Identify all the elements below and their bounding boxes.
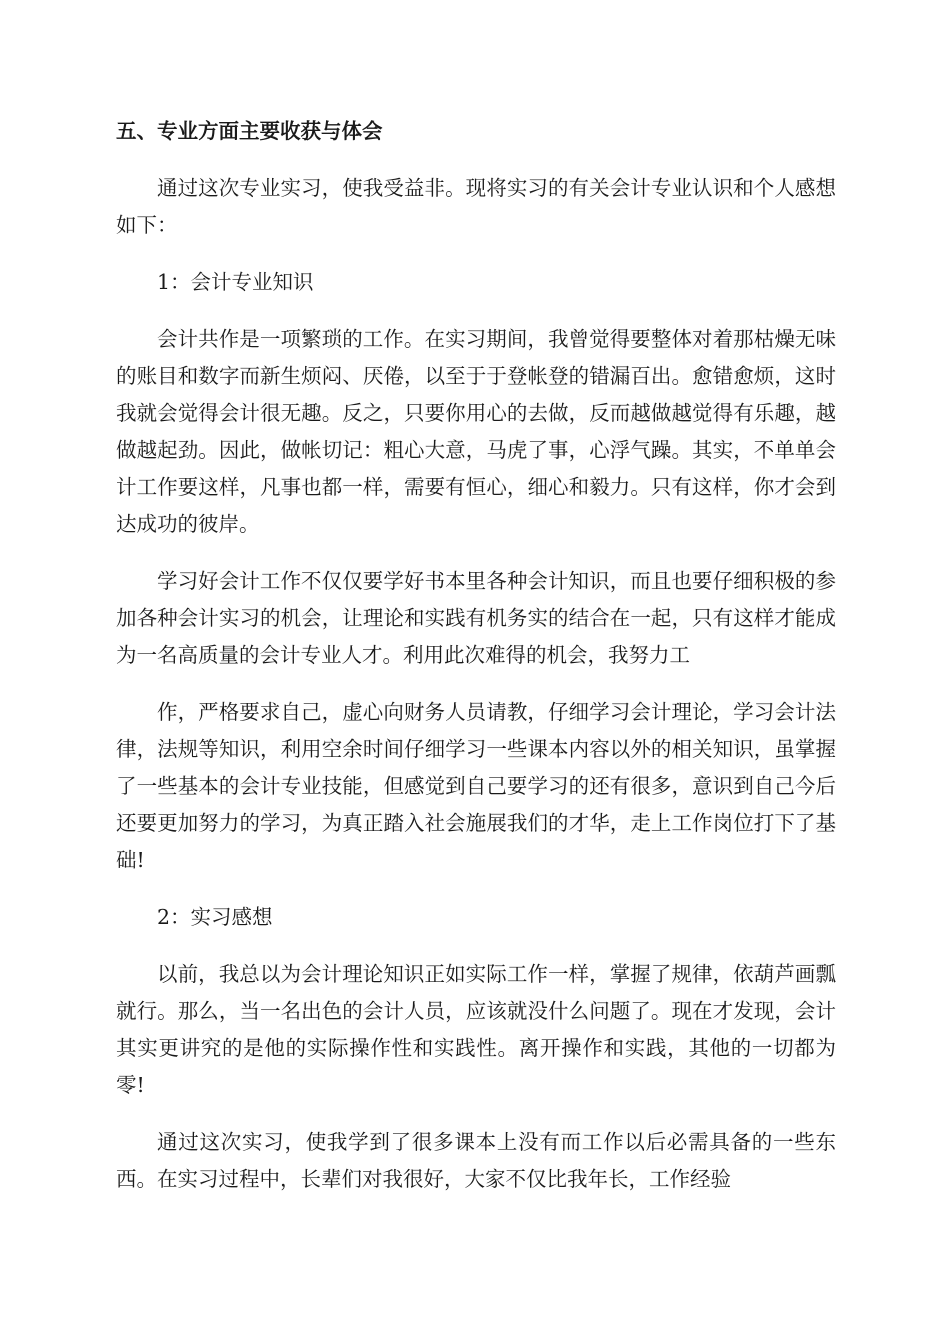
paragraph-theory-vs-practice: 以前，我总以为会计理论知识正如实际工作一样，掌握了规律，依葫芦画瓢就行。那么，当一名出色的会计人员，应该就没什么问题了。现在才发现，会计其实更讲究的是他的实际操作性和实践性。离开操作和实践，其他的一切都为零!: [116, 962, 836, 1097]
paragraph-study-accounting: 学习好会计工作不仅仅要学好书本里各种会计知识，而且也要仔细积极的参加各种会计实习的机会，让理论和实践有机务实的结合在一起，只有这样才能成为一名高质量的会计专业人才。利用此次难得的机会，我努力工: [116, 569, 836, 667]
document-page: [116, 113, 836, 1218]
subheading-internship-thoughts: 2：实习感想: [157, 905, 273, 929]
section-heading: 五、专业方面主要收获与体会: [116, 119, 383, 143]
intro-paragraph: 通过这次专业实习，使我受益非。现将实习的有关会计专业认识和个人感想如下：: [116, 176, 836, 237]
paragraph-accounting-work: 会计共作是一项繁琐的工作。在实习期间，我曾觉得要整体对着那枯燥无味的账目和数字而新生烦闷、厌倦，以至于于登帐登的错漏百出。愈错愈烦，这时我就会觉得会计很无趣。反之，只要你用心的去做，反而越做越觉得有乐趣，越做越起劲。因此，做帐切记：粗心大意，马虎了事，心浮气躁。其实，不单单会计工作要这样，凡事也都一样，需要有恒心，细心和毅力。只有这样，你才会到达成功的彼岸。: [116, 327, 836, 536]
subheading-accounting-knowledge: 1：会计专业知识: [157, 270, 314, 294]
paragraph-internship-gains: 通过这次实习，使我学到了很多课本上没有而工作以后必需具备的一些东西。在实习过程中，长辈们对我很好，大家不仅比我年长，工作经验: [116, 1130, 836, 1191]
paragraph-work-attitude: 作，严格要求自己，虚心向财务人员请教，仔细学习会计理论，学习会计法律，法规等知识，利用空余时间仔细学习一些课本内容以外的相关知识，虽掌握了一些基本的会计专业技能，但感觉到自己要学习的还有很多，意识到自己今后还要更加努力的学习，为真正踏入社会施展我们的才华，走上工作岗位打下了基础!: [116, 700, 836, 872]
